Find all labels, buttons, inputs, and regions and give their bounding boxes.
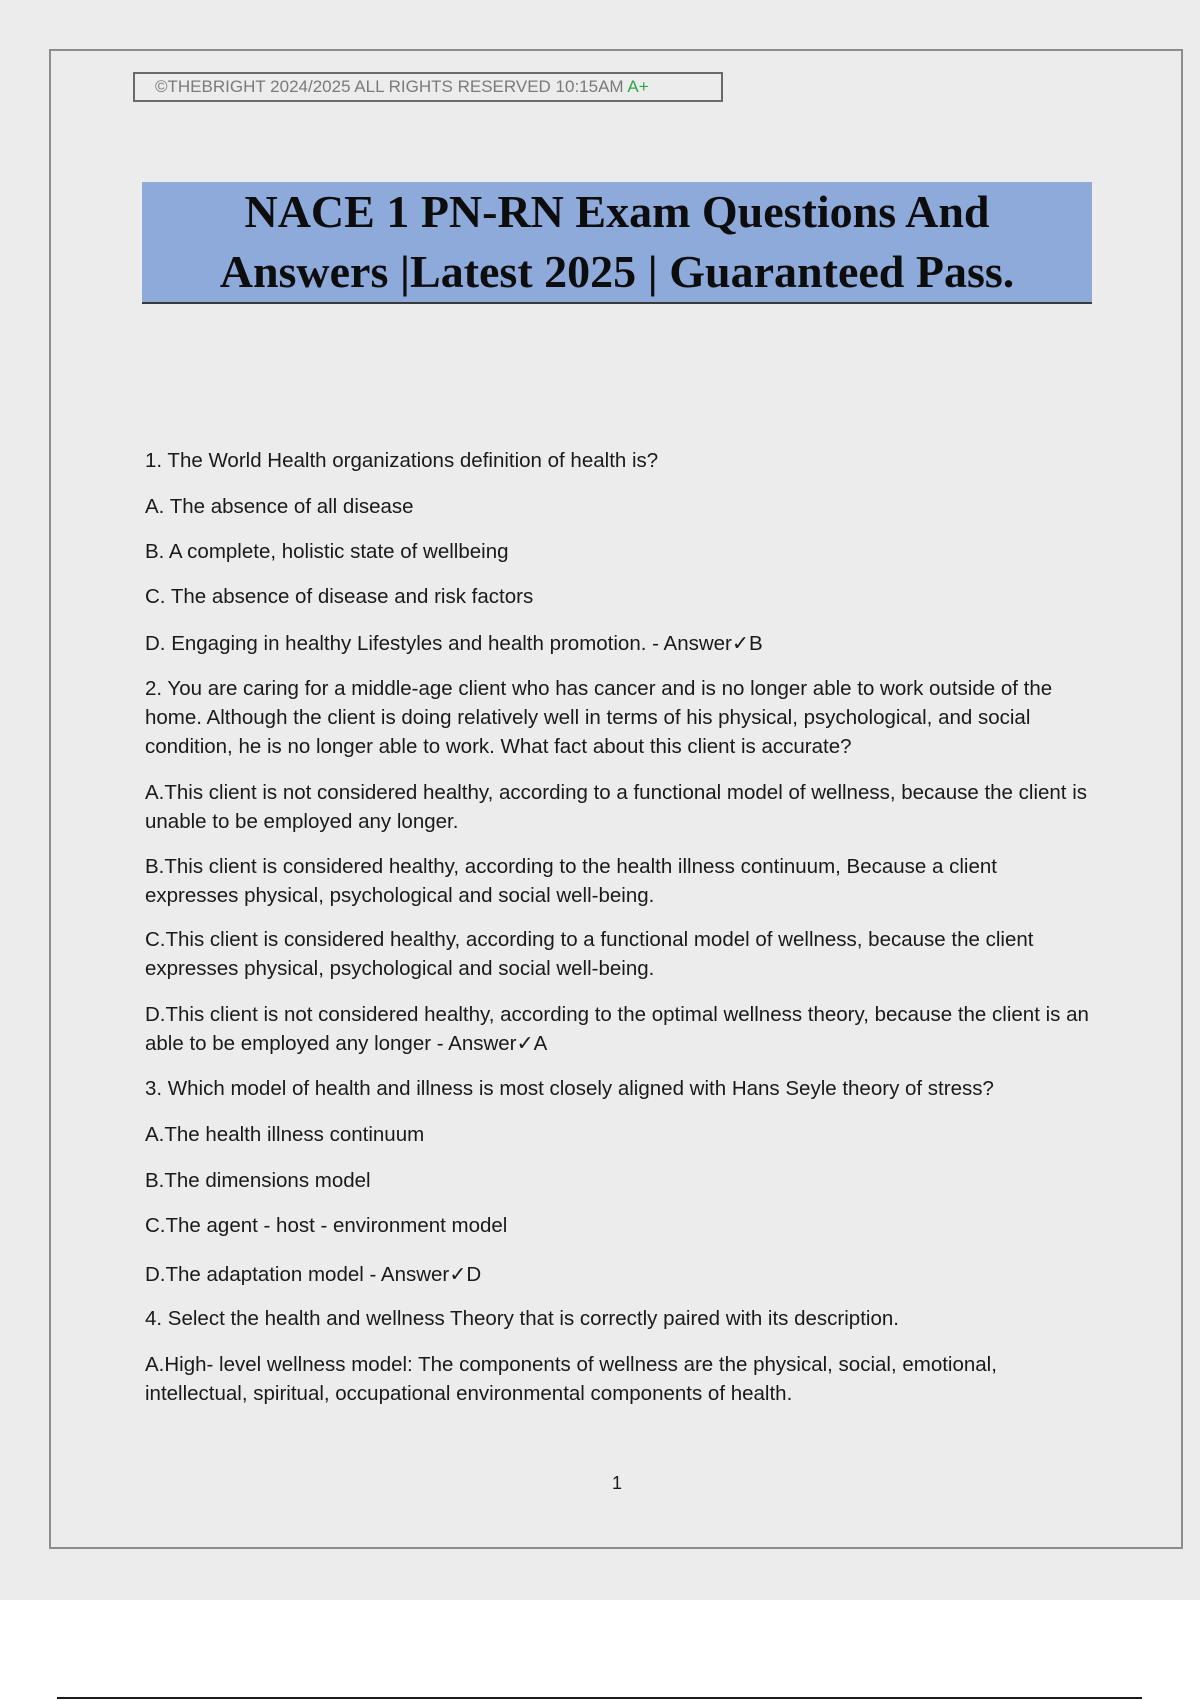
title-line-1: NACE 1 PN-RN Exam Questions And [244,186,990,237]
option-1b: B. A complete, holistic state of wellbeing [145,540,509,563]
document-title [142,182,1092,304]
question-1: 1. The World Health organizations definition of health is? [145,449,659,472]
option-2b: B.This client is considered healthy, according to the health illness continuum, Because a client expresses physical, psychological and social well-being. [145,855,997,907]
option-1a: A. The absence of all disease [145,495,414,518]
option-3c: C.The agent - host - environment model [145,1214,508,1237]
grade-badge: A+ [627,77,649,96]
question-3: 3. Which model of health and illness is most closely aligned with Hans Seyle theory of stress? [145,1077,994,1100]
bottom-divider [57,1697,1142,1699]
option-3d-answer: D.The adaptation model - Answer✓D [145,1263,482,1286]
option-3b: B.The dimensions model [145,1169,371,1192]
question-content [145,446,1095,1408]
option-2a: A.This client is not considered healthy, according to a functional model of wellness, because the client is unable to be employed any longer. [145,781,1087,833]
option-2d-answer: D.This client is not considered healthy, according to the optimal wellness theory, because the client is an able to be employed any longer - Answer✓A [145,1003,1089,1055]
option-2c: C.This client is considered healthy, according to a functional model of wellness, because the client expresses physical, psychological and social well-being. [145,928,1034,980]
page-number: 1 [611,1473,622,1493]
question-2: 2. You are caring for a middle-age client who has cancer and is no longer able to work outside of the home. Although the client is doing relatively well in terms of his physical, psychological, and social condition, he is no longer able to work. What fact about this client is accurate? [145,677,1053,758]
copyright-text: ©THEBRIGHT 2024/2025 ALL RIGHTS RESERVED 10:15AM [155,77,624,96]
option-1d-answer: D. Engaging in healthy Lifestyles and health promotion. - Answer✓B [145,632,763,655]
option-1c: C. The absence of disease and risk factors [145,585,534,608]
option-3a: A.The health illness continuum [145,1123,425,1146]
question-4: 4. Select the health and wellness Theory that is correctly paired with its description. [145,1307,899,1330]
copyright-banner [133,72,723,102]
option-4a: A.High- level wellness model: The components of wellness are the physical, social, emotional, intellectual, spiritual, occupational environmental components of health. [145,1353,997,1405]
title-line-2: Answers |Latest 2025 | Guaranteed Pass. [219,246,1015,297]
